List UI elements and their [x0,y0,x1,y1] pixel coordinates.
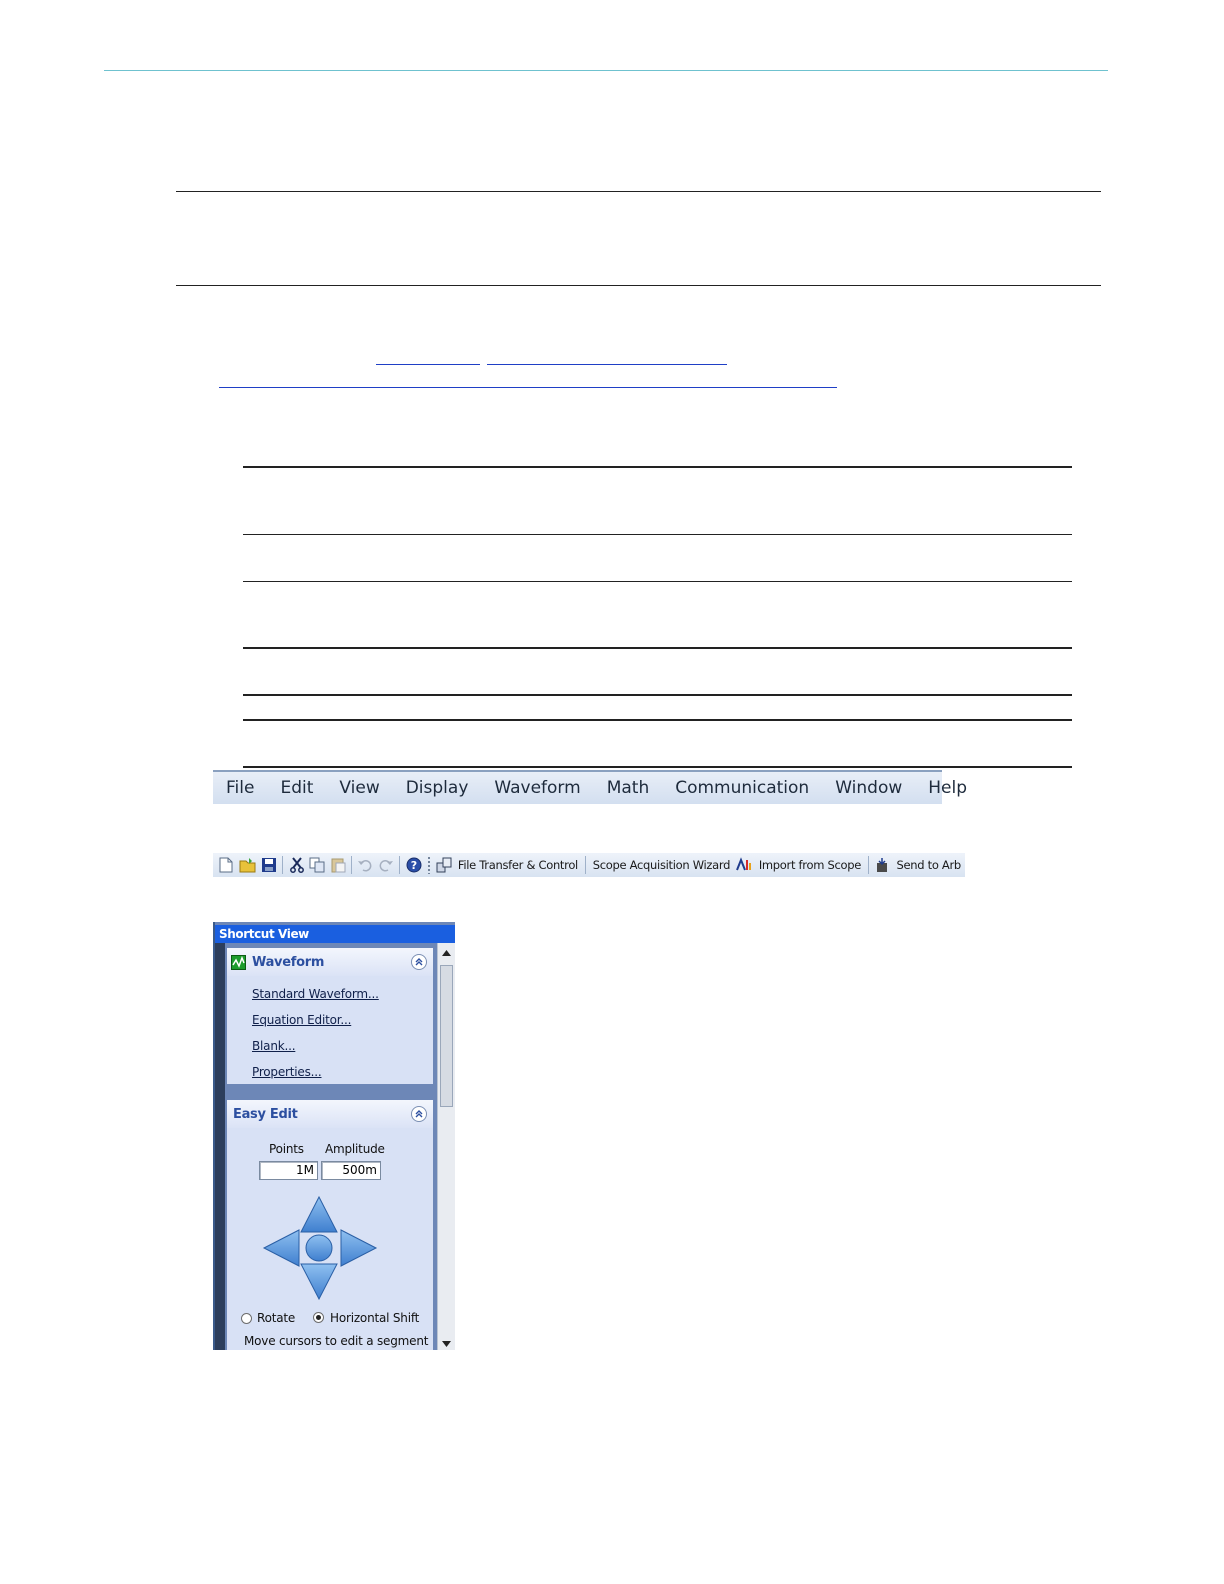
send-to-arb-button[interactable]: Send to Arb [896,858,961,872]
menu-window[interactable]: Window [835,778,903,798]
collapse-waveform-icon[interactable] [411,954,427,970]
scope-acquisition-wizard-button[interactable]: Scope Acquisition Wizard [592,858,731,872]
amplitude-label: Amplitude [325,1142,385,1156]
collapse-easy-edit-icon[interactable] [411,1106,427,1122]
waveform-icon [231,955,246,970]
toolbar [213,853,965,877]
table-rule [243,647,1072,649]
menu-display[interactable]: Display [405,778,469,798]
table-rule [243,766,1072,768]
waveform-group-header[interactable] [227,948,433,976]
toolbar-separator [351,856,352,874]
points-input[interactable]: 1M [259,1161,318,1180]
rotate-label: Rotate [257,1311,296,1325]
easy-edit-group-header[interactable] [227,1100,433,1128]
up-arrow-icon[interactable] [301,1197,337,1232]
open-folder-icon[interactable] [239,855,257,875]
horizontal-shift-radio[interactable] [313,1312,324,1323]
menu-waveform[interactable]: Waveform [494,778,581,798]
scroll-thumb[interactable] [440,965,453,1107]
scroll-up-icon[interactable] [441,949,452,957]
menu-bar [213,770,968,804]
send-arb-icon [874,855,891,875]
table-rule [243,694,1072,696]
import-scope-icon [736,855,753,875]
right-arrow-icon[interactable] [341,1230,376,1266]
equation-editor-link[interactable]: Equation Editor... [252,1013,352,1027]
undo-icon[interactable] [357,855,374,875]
copy-icon[interactable] [309,855,326,875]
save-icon[interactable] [261,855,278,875]
menu-file[interactable]: File [226,778,255,798]
svg-text:?: ? [410,859,417,872]
new-file-icon[interactable] [218,855,235,875]
help-icon[interactable] [405,855,422,875]
edit-hint: Move cursors to edit a segment [244,1334,429,1348]
file-transfer-button[interactable]: File Transfer & Control [457,858,578,872]
paste-icon[interactable] [330,855,347,875]
table-rule [243,719,1072,721]
shortcut-view-title: Shortcut View [215,925,455,943]
link-underline-2[interactable] [487,364,727,365]
menu-help[interactable]: Help [928,778,968,798]
page-header-rule [104,70,1108,71]
redo-icon[interactable] [378,855,395,875]
menu-math[interactable]: Math [606,778,650,798]
panel-left-strip [215,943,225,1350]
toolbar-grip[interactable] [427,856,430,874]
toolbar-separator [585,856,586,874]
points-label: Points [269,1142,304,1156]
rotate-radio[interactable] [241,1313,252,1324]
direction-pad [261,1194,379,1302]
cut-icon[interactable] [288,855,305,875]
shortcut-view-panel [213,922,455,1350]
horizontal-shift-label: Horizontal Shift [330,1311,420,1325]
link-underline-3[interactable] [219,387,837,388]
menu-communication[interactable]: Communication [675,778,810,798]
section-rule-top [176,191,1101,192]
toolbar-separator [282,856,283,874]
waveform-group-title: Waveform [252,954,325,970]
table-rule [243,466,1072,468]
table-rule [243,581,1072,582]
easy-edit-group [227,1100,433,1350]
link-underline-1[interactable] [376,364,480,365]
toolbar-separator [399,856,400,874]
waveform-group [227,948,433,1084]
properties-link[interactable]: Properties... [252,1065,322,1079]
amplitude-input[interactable]: 500m [321,1161,381,1180]
down-arrow-icon[interactable] [301,1264,337,1299]
import-from-scope-button[interactable]: Import from Scope [758,858,861,872]
blank-link[interactable]: Blank... [252,1039,296,1053]
panel-scrollbar[interactable] [437,943,455,1350]
center-button-icon[interactable] [306,1235,332,1261]
section-rule-bottom [176,285,1101,286]
standard-waveform-link[interactable]: Standard Waveform... [252,987,379,1001]
toolbar-separator [868,856,869,874]
left-arrow-icon[interactable] [264,1230,299,1266]
file-transfer-icon [435,855,452,875]
menu-edit[interactable]: Edit [280,778,314,798]
scroll-down-icon[interactable] [441,1340,452,1348]
easy-edit-group-title: Easy Edit [233,1106,298,1122]
menu-view[interactable]: View [339,778,380,798]
table-rule [243,534,1072,535]
